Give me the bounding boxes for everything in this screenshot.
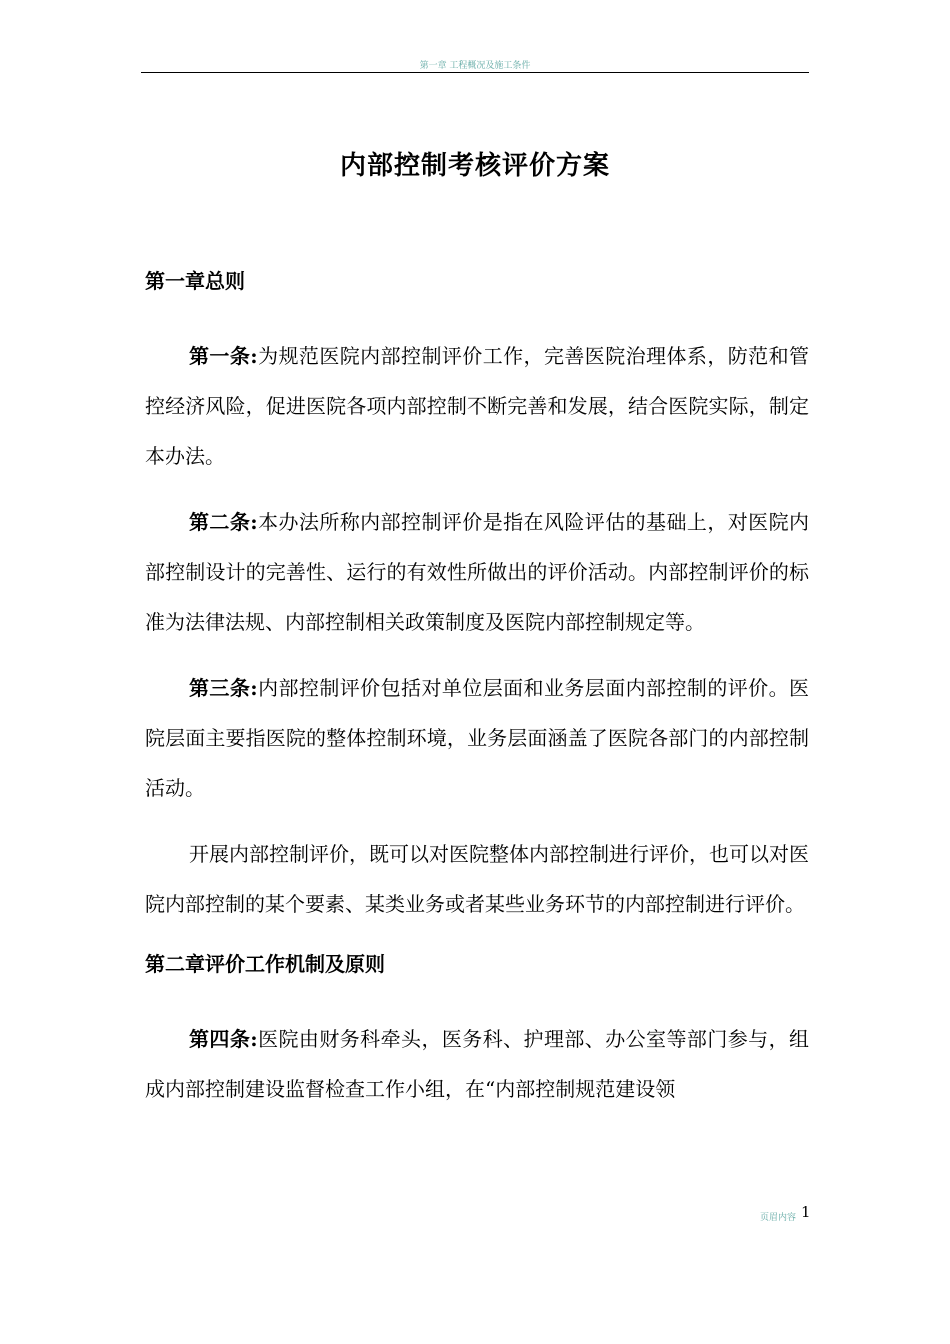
header-divider [141,72,809,73]
article-4-text: 医院由财务科牵头，医务科、护理部、办公室等部门参与，组成内部控制建设监督检查工作小组，在“内部控制规范建设领 [145,1027,810,1101]
article-2 [145,497,809,647]
document-title: 内部控制考核评价方案 [339,151,610,181]
page-footer-text: 页眉内容 [760,1213,797,1223]
article-3 [145,663,809,813]
article-1-lead: 第一条: [189,344,258,368]
article-2-lead: 第二条: [189,510,258,534]
article-3-continuation: 开展内部控制评价，既可以对医院整体内部控制进行评价，也可以对医院内部控制的某个要素、某类业务或者某些业务环节的内部控制进行评价。 [145,842,809,916]
chapter-2-heading: 第二章评价工作机制及原则 [145,952,385,976]
page-number: 1 [801,1203,811,1221]
chapter-1-heading: 第一章总则 [145,269,245,293]
article-1 [145,331,809,481]
document-body [145,262,809,1114]
page-header-text: 第一章 工程概况及施工条件 [419,61,531,71]
article-4-lead: 第四条: [189,1027,258,1051]
article-2-text: 本办法所称内部控制评价是指在风险评估的基础上，对医院内部控制设计的完善性、运行的有效性所做出的评价活动。内部控制评价的标准为法律法规、内部控制相关政策制度及医院内部控制规定等。 [145,510,810,634]
article-1-text: 为规范医院内部控制评价工作，完善医院治理体系，防范和管控经济风险，促进医院各项内部控制不断完善和发展，结合医院实际，制定本办法。 [145,344,810,468]
article-3-text: 内部控制评价包括对单位层面和业务层面内部控制的评价。医院层面主要指医院的整体控制环境，业务层面涵盖了医院各部门的内部控制活动。 [145,676,810,800]
article-4 [145,1014,809,1114]
article-3-lead: 第三条: [189,676,258,700]
